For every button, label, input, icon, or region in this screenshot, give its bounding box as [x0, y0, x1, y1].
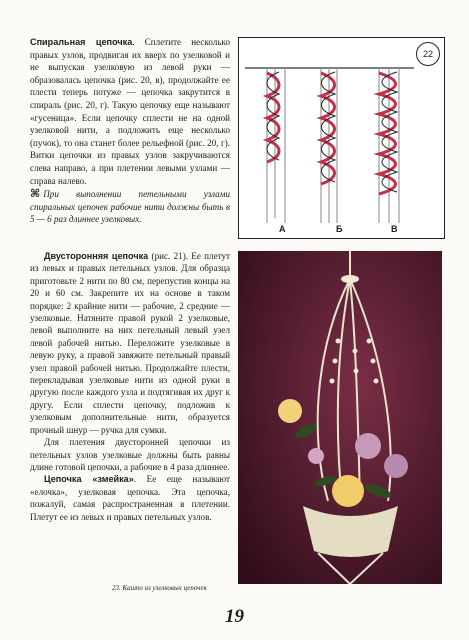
photo-caption: 23. Кашпо из узелковых цепочек — [112, 584, 207, 592]
figure-number: 22 — [416, 42, 440, 66]
upper-text-column — [30, 36, 230, 229]
command-icon: ⌘ — [30, 188, 41, 201]
lower-text-column — [30, 250, 230, 523]
label-b: Б — [336, 224, 343, 234]
note-text: При выполнении петельными узлами спиральных цепочек рабочие нити должны быть в 5 — 6 раз длиннее узелковых. — [30, 189, 230, 225]
double-chain-text: (рис. 21). Ее плетут из левых и правых петельных узлов. Для образца приготовьте 2 нити по 80 см, перепустив концы на 20 и 60 см. Закрепите их на основе в таком порядке: 2 крайние нити — рабочие, 2 средние — узелковые. Натяните правой рукой 2 узелковые, левой выполните на них петельный левый узел левой рабочей нитью. Переложите узелковые в левую руку, а правой завяжите петельный правый узел правой рабочей нитью. Продолжайте плести, перекладывая узелковые нити из одной руки в другую после каждого узла и подтягивая их друг к другу. Если сплести цепочку, подложив к узелковым дополнительные нити, образуется прочный шнур — ручка для сумки. — [30, 251, 230, 435]
paragraph-snake-chain — [30, 473, 230, 523]
label-v: В — [391, 224, 398, 234]
paragraph-spiral-chain — [30, 36, 230, 187]
snake-chain-text: . Ее еще называют «елочка», узелковая цепочка. Эта цепочка, пожалуй, самая распространенная в плетении. Плетут ее из левых и правых петельных узлов. — [30, 474, 230, 522]
heading-snake-chain: Цепочка «змейка» — [44, 474, 134, 485]
page-number: 19 — [225, 606, 244, 627]
knot-chains-illustration — [239, 38, 444, 238]
label-a: А — [279, 224, 286, 234]
heading-double-chain: Двусторонняя цепочка — [44, 251, 149, 261]
heading-spiral-chain: Спиральная цепочка — [30, 37, 133, 47]
knot-diagram-figure — [238, 37, 445, 239]
paragraph-double-chain-note: Для плетения двусторонней цепочки из петельных узлов узелковые должны быть равны длине готовой цепочки, а рабочие в 4 раза длиннее. — [30, 437, 230, 472]
planter-illustration — [238, 251, 442, 584]
macrame-planter-photo — [238, 251, 442, 584]
note — [30, 188, 230, 226]
paragraph-double-chain — [30, 250, 230, 436]
spiral-chain-text: . Сплетите несколько правых узлов, продвигая их вверх по узелковой и не выпуская узелковую из левой руки — образовалась цепочка (рис. 20, в), продолжайте ее плести теперь потуже — цепочка закрутится в спираль (рис. 20, г). Такую цепочку еще называют «гусеница». Если цепочку сплести не на одной узелковой нити, а подложить еще несколько (пучок), то она станет более рельефной (рис. 20, г). Витки цепочки из правых узлов закручиваются слева направо, а при плетении левыми узлами — справа налево. — [30, 37, 230, 186]
